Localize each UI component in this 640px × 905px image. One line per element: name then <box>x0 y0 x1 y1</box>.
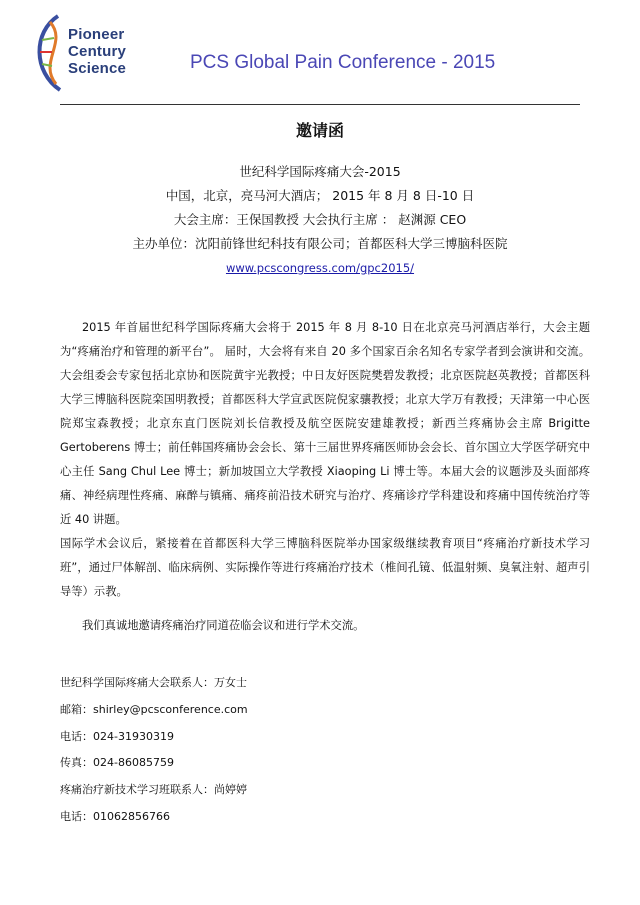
contact-phone: 电话：024-31930319 <box>60 729 174 743</box>
contact-person-workshop: 疼痛治疗新技术学习班联系人：尚婷婷 <box>60 783 247 797</box>
contact-fax: 传真：024-86085759 <box>60 756 174 770</box>
contact-email: 邮箱：shirley@pcsconference.com <box>60 702 248 716</box>
document-title: 邀请函 <box>295 121 344 140</box>
location-date: 中国，北京，亮马河大酒店； 2015 年 8 月 8 日-10 日 <box>165 188 475 203</box>
pcs-logo <box>28 12 148 94</box>
conference-title: PCS Global Pain Conference - 2015 <box>190 52 496 73</box>
event-name: 世纪科学国际疼痛大会-2015 <box>239 164 401 179</box>
contact-list <box>60 670 248 831</box>
paragraph-workshop: 国际学术会议后，紧接着在首都医科大学三博脑科医院举办国家级继续教育项目“疼痛治疗新技术学习班”，通过尸体解剖、临床病例、实际操作等进行疼痛治疗技术（椎间孔镜、低温射频、臭氧注射、超声引导等）示教。 <box>60 537 590 598</box>
letter-body <box>60 316 590 604</box>
organizers: 主办单位：沈阳前锋世纪科技有限公司；首都医科大学三博脑科医院 <box>132 236 508 251</box>
chairs: 大会主席：王保国教授 大会执行主席 ： 赵渊源 CEO <box>173 212 467 227</box>
contact-phone-workshop: 电话：01062856766 <box>60 809 170 823</box>
logo-line: Pioneer <box>68 26 125 43</box>
letterhead <box>0 0 640 100</box>
event-info <box>0 160 640 280</box>
invitation-sentence: 我们真诚地邀请疼痛治疗同道莅临会议和进行学术交流。 <box>82 619 365 632</box>
logo-line: Science <box>68 60 127 77</box>
paragraph-intro: 2015 年首届世纪科学国际疼痛大会将于 2015 年 8 月 8-10 日在北京亮马河酒店举行，大会主题为“疼痛治疗和管理的新平台”。 届时，大会将有来自 20 多个国家百余名知名专家学者到会演讲和交流。大会组委会专家包括北京协和医院黄宇光教授；中日友好医院樊碧发教授；北京医院赵英教授；首都医科大学三博脑科医院栾国明教授；首都医科大学宣武医院倪家骧教授；北京大学万有教授；天津第一中心医院郑宝森教授；北京东直门医院刘长信教授及航空医院安建雄教授；新西兰疼痛协会主席 Brigitte Gertoberens 博士；前任韩国疼痛协会会长、第十三届世界疼痛医师协会会长、首尔国立大学医学研究中心主任 Sang Chul Lee 博士；新加坡国立大学教授 Xiaoping Li 博士等。本届大会的议题涉及头面部疼痛、神经病理性疼痛、麻醉与镇痛、痛疼前沿技术研究与治疗、疼痛诊疗学科建设和疼痛中国传统治疗等近 40 讲题。 <box>60 321 590 526</box>
contact-person-conference: 世纪科学国际疼痛大会联系人：万女士 <box>60 676 247 689</box>
header-divider <box>60 104 580 105</box>
website-link[interactable]: www.pcscongress.com/gpc2015/ <box>225 261 415 275</box>
logo-line: Century <box>68 43 127 60</box>
